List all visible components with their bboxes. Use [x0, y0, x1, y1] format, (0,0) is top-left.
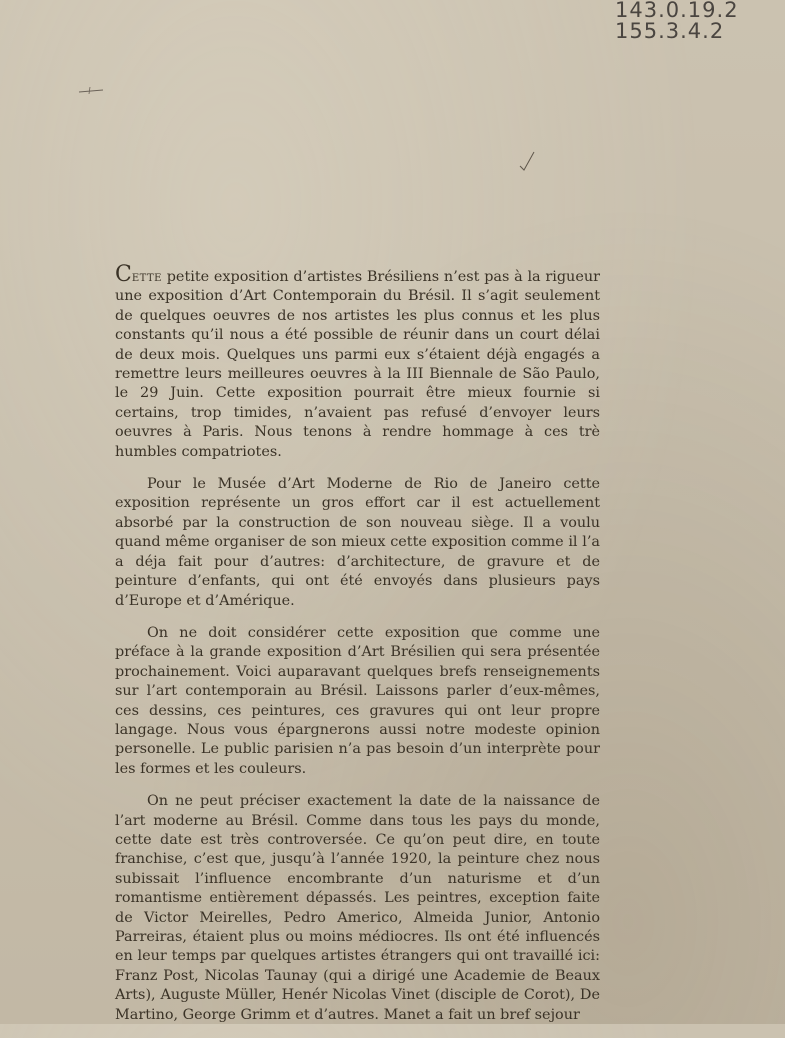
- document-body: [115, 262, 600, 1038]
- archive-code-line-2: 155.3.4.2: [615, 19, 725, 43]
- paragraph-3: On ne doit considérer cette exposition que comme une préface à la grande exposition d’Art Brésilien qui sera présentée prochainement. Voici auparavant quelques brefs renseignements sur l’art contemporain au Brésil. Laissons parler d’eux-mêmes, ces dessins, ces peintures, ces gravures qui ont leur propre langage. Nous vous épargnerons aussi notre modeste opinion personelle. Le public parisien n’a pas besoin d’un interprète pour les formes et les couleurs.: [115, 624, 600, 777]
- opening-word: ette: [131, 269, 162, 285]
- archive-code-line-1: 143.0.19.2: [615, 0, 739, 22]
- pencil-check-mark: [516, 150, 538, 176]
- archive-reference-code: [615, 0, 765, 42]
- paragraph-2: Pour le Musée d’Art Moderne de Rio de Janeiro cette exposition représente un gros effort car il est actuellement absorbé par la construction de son nouveau siège. Il a voulu quand même organiser de son mieux cette exposition comme il l’a a déja fait pour d’autres: d’architecture, de gravure et de peinture d’enfants, qui ont été envoyés dans plusieurs pays d’Europe et d’Amérique.: [115, 476, 600, 609]
- dropcap-letter: C: [115, 262, 132, 287]
- paragraph-4: On ne peut préciser exactement la date de la naissance de l’art moderne au Brésil. Comme dans tous les pays du monde, cette date est très controversée. Ce qu’on peut dire, en toute franchise, c’est que, jusqu’à l’année 1920, la peinture chez nous subissait l’influence encombrante d’un naturisme et d’un romantisme entièrement dépassés. Les peintres, exception faite de Victor Meirelles, Pedro Americo, Almeida Junior, Antonio Parreiras, étaient plus ou moins médiocres. Ils ont été influencés en leur temps par quelques artistes étrangers qui ont travaillé ici: Franz Post, Nicolas Taunay (qui a dirigé une Academie de Beaux Arts), Auguste Müller, Henér Nicolas Vinet (disciple de Corot), De Martino, George Grimm et d’autres. Manet a fait un bref sejour: [115, 793, 600, 1023]
- paragraph-1-text: petite exposition d’artistes Brésiliens n’est pas à la rigueur une exposition d’Art Contemporain du Brésil. Il s’agit seulement de quelques oeuvres de nos artistes les plus connus et les plus constants qu’il nous a été possible de réunir dans un court délai de deux mois. Quelques uns parmi eux s’étaient déjà engagés a remettre leurs meilleures oeuvres à la III Biennale de São Paulo, le 29 Juin. Cette exposition pourrait être mieux fournie si certains, trop timides, n’avaient pas refusé d’envoyer leurs oeuvres à Paris. Nous tenons à rendre hommage à ces trè humbles compatriotes.: [115, 269, 600, 460]
- paragraph-1: [115, 262, 600, 462]
- pencil-dash-mark: [78, 84, 104, 96]
